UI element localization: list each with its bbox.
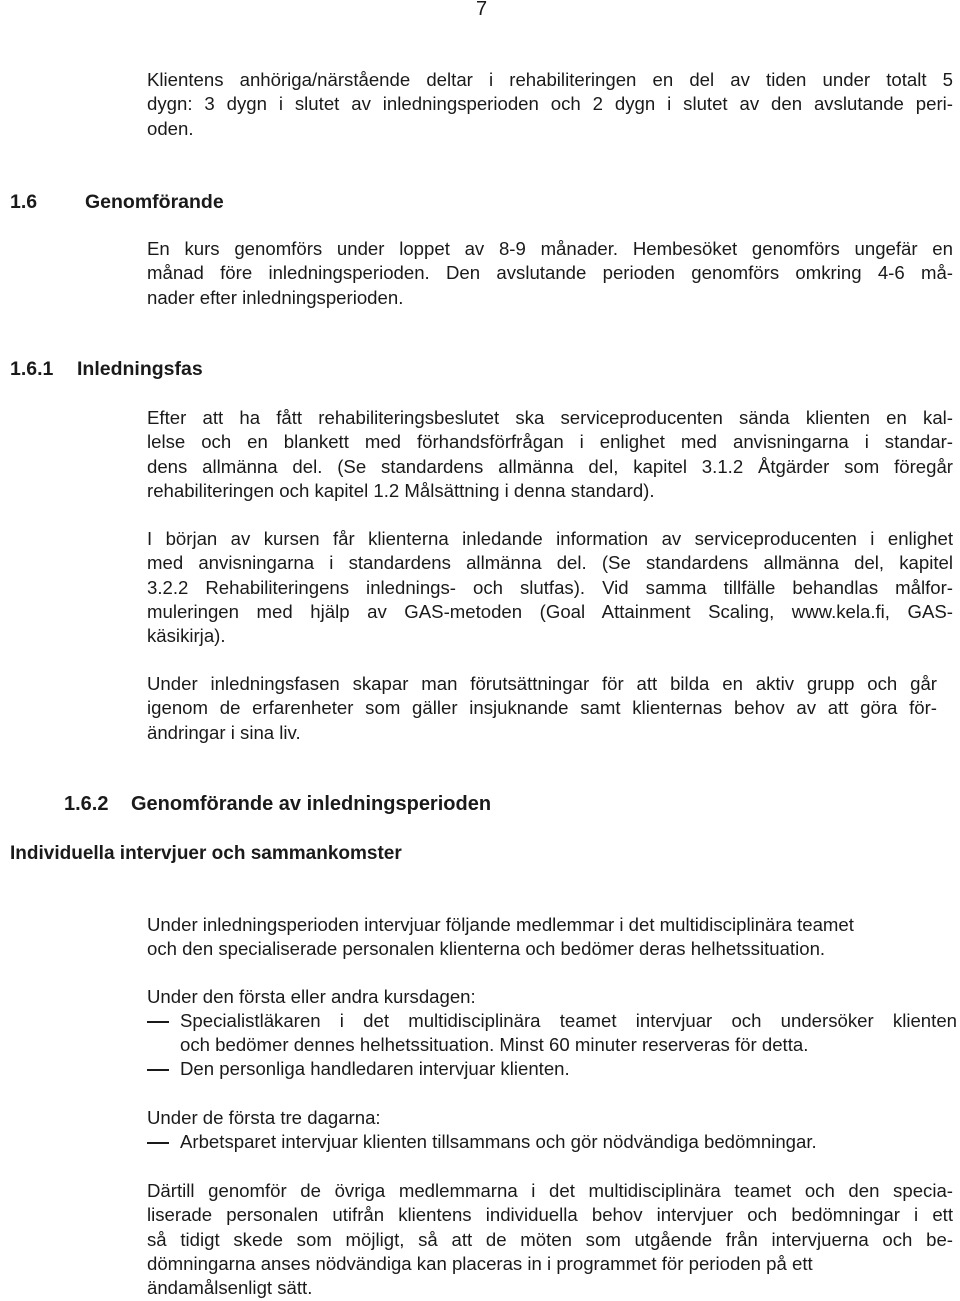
three-days-intro	[147, 1106, 381, 1130]
section-title: Inledningsfas	[77, 358, 203, 380]
text-line: dömningarna anses nödvändiga kan placeras in i programmet för perioden på ett	[147, 1252, 813, 1274]
section-1-6-1-paragraph-3	[147, 672, 937, 745]
section-heading-1-6-1	[10, 357, 203, 381]
list-item	[180, 1057, 570, 1081]
text-line: lelse och en blankett med förhandsförfrågan i enlighet med anvisningarna i standar-	[147, 431, 953, 453]
text-line: dygn: 3 dygn i slutet av inledningsperioden och 2 dygn i slutet av den avslutande peri-	[147, 93, 953, 115]
list-item	[180, 1130, 817, 1154]
text-line: I början av kursen får klienterna inledande information av serviceproducenten i enlighet	[147, 528, 953, 549]
text-line: och bedömer dennes helhetssituation. Minst 60 minuter reserveras för detta.	[180, 1034, 809, 1056]
text-line: Den personliga handledaren intervjuar klienten.	[180, 1058, 570, 1079]
text-line: Under den första eller andra kursdagen:	[147, 986, 476, 1007]
section-heading-1-6-2	[64, 792, 492, 816]
text-line: så tidigt skede som möjligt, så att de möten som utgående från intervjuerna och be-	[147, 1228, 953, 1250]
section-number: 1.6	[10, 191, 38, 213]
section-1-6-1-paragraph-1	[147, 406, 953, 503]
first-days-intro	[147, 985, 476, 1009]
subheading	[10, 842, 402, 866]
text-line: käsikirja).	[147, 625, 226, 647]
text-line: Specialistläkaren i det multidisciplinära teamet intervjuar och undersöker klienten	[180, 1010, 957, 1031]
page-number: 7	[476, 0, 488, 20]
text-line: ändringar i sina liv.	[147, 721, 301, 743]
dash-bullet	[147, 1021, 169, 1023]
text-line: dens allmänna del. (Se standardens allmänna del, kapitel 3.1.2 Åtgärder som föregår	[147, 455, 953, 477]
section-1-6-2-paragraph-final	[147, 1179, 953, 1300]
text-line: Efter att ha fått rehabiliteringsbeslutet ska serviceproducenten sända klienten en kal-	[147, 407, 953, 428]
text-line: ändamålsenligt sätt.	[147, 1277, 313, 1299]
subheading-text: Individuella intervjuer och sammankomster	[10, 843, 402, 864]
dash-bullet	[147, 1142, 169, 1144]
text-line: liserade personalen utifrån klientens individuella behov intervjuer och bedömningar i ett	[147, 1204, 953, 1226]
section-1-6-1-paragraph-2	[147, 527, 953, 648]
text-line: 3.2.2 Rehabiliteringens inlednings- och slutfas). Vid samma tillfälle behandlas målfor-	[147, 576, 953, 598]
text-line: månad före inledningsperioden. Den avslutande perioden genomförs omkring 4-6 må-	[147, 262, 953, 284]
section-title: Genomförande av inledningsperioden	[131, 793, 492, 815]
text-line: nader efter inledningsperioden.	[147, 286, 404, 308]
section-number: 1.6.1	[10, 358, 54, 380]
intro-paragraph	[147, 68, 953, 141]
text-line: med anvisningarna i standardens allmänna del. (Se standardens allmänna del, kapitel	[147, 552, 953, 574]
section-title: Genomförande	[85, 191, 224, 213]
list-item	[180, 1009, 957, 1058]
section-heading-1-6	[10, 190, 224, 214]
text-line: En kurs genomförs under loppet av 8-9 månader. Hembesöket genomförs ungefär en	[147, 238, 953, 259]
text-line: igenom de erfarenheter som gäller insjuknande samt klienternas behov av att göra för-	[147, 697, 937, 719]
text-line: oden.	[147, 117, 194, 139]
section-1-6-paragraph	[147, 237, 953, 310]
text-line: Under inledningsperioden intervjuar följande medlemmar i det multidisciplinära teamet	[147, 914, 854, 935]
text-line: Under inledningsfasen skapar man förutsättningar för att bilda en aktiv grupp och går	[147, 673, 937, 694]
dash-bullet	[147, 1069, 169, 1071]
text-line: muleringen med hjälp av GAS-metoden (Goal Attainment Scaling, www.kela.fi, GAS-	[147, 600, 953, 622]
section-number: 1.6.2	[64, 793, 109, 815]
text-line: Arbetsparet intervjuar klienten tillsammans och gör nödvändiga bedömningar.	[180, 1131, 817, 1152]
text-line: och den specialiserade personalen klienterna och bedömer deras helhetssituation.	[147, 938, 826, 960]
text-line: Klientens anhöriga/närstående deltar i rehabiliteringen en del av tiden under totalt 5	[147, 69, 953, 90]
text-line: rehabiliteringen och kapitel 1.2 Målsättning i denna standard).	[147, 479, 655, 501]
text-line: Därtill genomför de övriga medlemmarna i det multidisciplinära teamet och den specia-	[147, 1180, 953, 1201]
text-line: Under de första tre dagarna:	[147, 1107, 381, 1128]
section-1-6-2-paragraph-1	[147, 913, 953, 962]
